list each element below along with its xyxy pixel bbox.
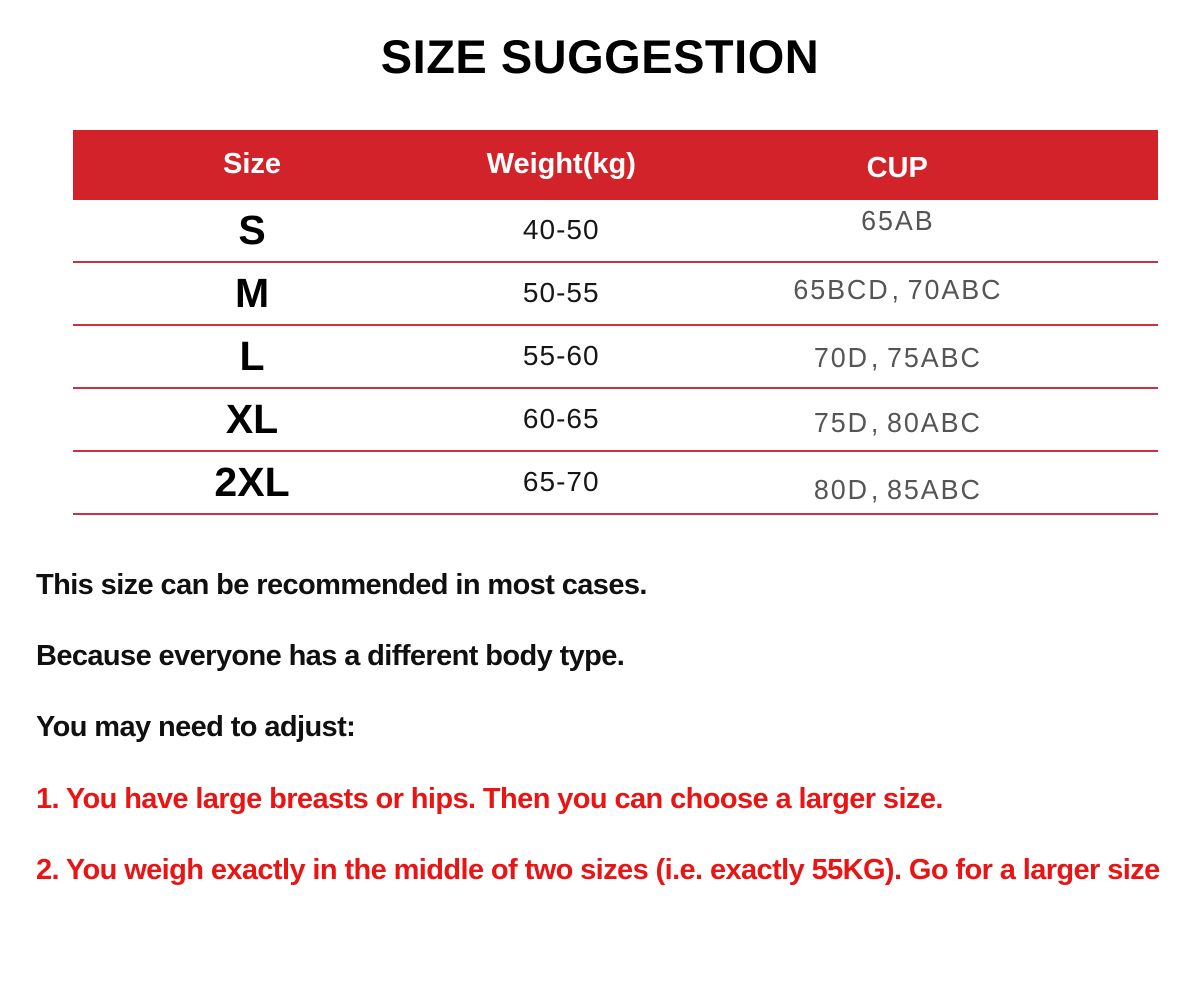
table-row-m bbox=[73, 263, 1158, 326]
column-header-cup: CUP bbox=[866, 152, 928, 185]
weight-value: 40-50 bbox=[522, 214, 600, 246]
cup-value: 65AB bbox=[861, 205, 936, 237]
weight-value: 60-65 bbox=[522, 403, 600, 435]
size-suggestion-infographic bbox=[0, 30, 1200, 887]
cup-value: 65BCD , 70ABC bbox=[793, 274, 1003, 306]
note-line-1: This size can be recommended in most cases. bbox=[36, 568, 647, 601]
column-header-weight: Weight(kg) bbox=[486, 148, 636, 181]
note-line-3: You may need to adjust: bbox=[36, 711, 356, 744]
weight-value: 50-55 bbox=[522, 277, 600, 309]
column-header-size: Size bbox=[223, 148, 282, 181]
warning-line-1: 1. You have large breasts or hips. Then you can choose a larger size. bbox=[36, 782, 943, 815]
notes-section bbox=[36, 569, 1200, 888]
weight-value: 65-70 bbox=[522, 466, 600, 498]
size-value: M bbox=[234, 269, 270, 316]
weight-value: 55-60 bbox=[522, 340, 600, 372]
ideographic-comma: , bbox=[871, 342, 879, 374]
table-row-xl bbox=[73, 389, 1158, 452]
size-table-header-row bbox=[73, 130, 1158, 200]
ideographic-comma: , bbox=[871, 474, 879, 506]
page-title: SIZE SUGGESTION bbox=[380, 30, 820, 83]
note-line-2: Because everyone has a different body type. bbox=[36, 639, 625, 672]
table-row-s bbox=[73, 200, 1158, 263]
size-value: L bbox=[239, 332, 265, 379]
table-row-l bbox=[73, 326, 1158, 389]
warning-line-2: 2. You weigh exactly in the middle of two sizes (i.e. exactly 55KG). Go for a larger size bbox=[36, 853, 1160, 886]
cup-value: 70D , 75ABC bbox=[814, 342, 983, 374]
size-table bbox=[73, 130, 1158, 515]
size-value: 2XL bbox=[214, 458, 290, 505]
table-row-2xl bbox=[73, 452, 1158, 515]
size-value: XL bbox=[225, 395, 279, 442]
size-value: S bbox=[238, 206, 266, 253]
ideographic-comma: , bbox=[891, 274, 900, 306]
cup-value: 75D , 80ABC bbox=[814, 407, 983, 439]
ideographic-comma: , bbox=[871, 407, 879, 439]
cup-value: 80D , 85ABC bbox=[814, 474, 983, 506]
